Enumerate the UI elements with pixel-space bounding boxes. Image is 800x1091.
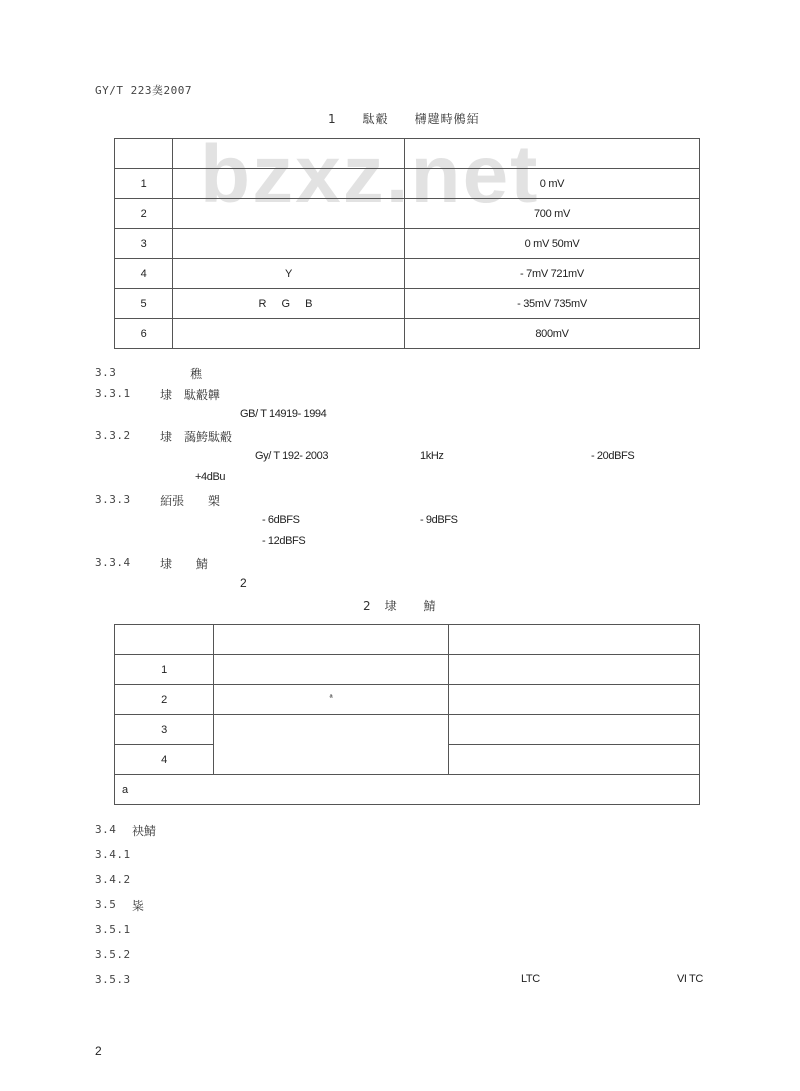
- section-3-3-2-dbu: +4dBu: [195, 471, 226, 483]
- row-item: R G B: [173, 289, 405, 319]
- ltc-label: LTC: [521, 973, 540, 985]
- section-3-3-3-value-2: - 9dBFS: [420, 514, 458, 526]
- section-3-3-1-title: 埭 駄觳韡: [160, 388, 221, 402]
- section-3-3-title: 穛: [190, 367, 203, 381]
- table-row: [115, 259, 700, 289]
- section-3-3-3-value-1: - 6dBFS: [262, 514, 300, 526]
- row-number: 5: [115, 289, 173, 319]
- section-3-3-2-level: - 20dBFS: [591, 450, 635, 462]
- row-col-b: [214, 655, 449, 685]
- section-3-3-3-number: 3.3.3: [95, 493, 131, 506]
- section-3-5-1-number: 3.5.1: [95, 923, 131, 936]
- section-3-5-number: 3.5: [95, 898, 117, 911]
- row-item: [173, 199, 405, 229]
- section-3-3-4-table-ref: 2: [240, 576, 247, 590]
- section-3-5-3-number: 3.5.3: [95, 973, 131, 986]
- table-row: [115, 319, 700, 349]
- table-row: [115, 229, 700, 259]
- row-col-b-merged: [214, 715, 449, 775]
- section-3-3-1-number: 3.3.1: [95, 387, 131, 400]
- section-3-4-1-number: 3.4.1: [95, 848, 131, 861]
- row-value: 800mV: [405, 319, 700, 349]
- row-item: Y: [173, 259, 405, 289]
- section-3-3-3-title: 絔張 槊: [160, 494, 221, 508]
- section-3-3-3-value-3: - 12dBFS: [262, 535, 306, 547]
- row-value: 700 mV: [405, 199, 700, 229]
- table-row: [115, 289, 700, 319]
- table2-footnote-row: [115, 775, 700, 805]
- row-col-c: [449, 655, 700, 685]
- row-number: 4: [115, 259, 173, 289]
- table2-footnote: a: [115, 775, 700, 805]
- section-3-4-number: 3.4: [95, 823, 117, 836]
- table1-header-row: [115, 139, 700, 169]
- table2-header-row: [115, 625, 700, 655]
- section-3-5-2-number: 3.5.2: [95, 948, 131, 961]
- row-number: 3: [115, 715, 214, 745]
- row-col-c: [449, 715, 700, 745]
- watermark: bzxz.net: [200, 129, 540, 220]
- section-3-5-title: 粊: [132, 899, 145, 913]
- row-number: 2: [115, 685, 214, 715]
- row-value: - 7mV 721mV: [405, 259, 700, 289]
- row-number: 4: [115, 745, 214, 775]
- table-row: [115, 685, 700, 715]
- table1-header-cell: [173, 139, 405, 169]
- table2-header-cell: [214, 625, 449, 655]
- section-3-3-2-freq: 1kHz: [420, 450, 444, 462]
- table2-header-cell: [115, 625, 214, 655]
- row-number: 1: [115, 655, 214, 685]
- section-3-3-number: 3.3: [95, 366, 117, 379]
- row-number: 2: [115, 199, 173, 229]
- row-col-c: [449, 745, 700, 775]
- table-row: [115, 199, 700, 229]
- row-number: 1: [115, 169, 173, 199]
- table1: [114, 138, 700, 349]
- row-number: 3: [115, 229, 173, 259]
- row-value: - 35mV 735mV: [405, 289, 700, 319]
- row-item: [173, 229, 405, 259]
- section-3-3-2-ref: Gy/ T 192- 2003: [255, 450, 329, 462]
- page-number: 2: [95, 1044, 102, 1058]
- section-3-3-4-title: 埭 鯖: [160, 557, 209, 571]
- table2: [114, 624, 700, 805]
- table-row: [115, 655, 700, 685]
- row-value: 0 mV 50mV: [405, 229, 700, 259]
- table-row: [115, 169, 700, 199]
- vitc-label: VI TC: [677, 973, 703, 985]
- table2-header-cell: [449, 625, 700, 655]
- table-row: [115, 715, 700, 745]
- table1-header-cell: [405, 139, 700, 169]
- row-number: 6: [115, 319, 173, 349]
- standard-code: GY/T 223䶮2007: [95, 84, 192, 97]
- row-col-b: ª: [214, 685, 449, 715]
- section-3-4-title: 袂鯖: [132, 824, 157, 838]
- row-item: [173, 169, 405, 199]
- section-3-3-2-title: 埭 藹鮬駄觳: [160, 430, 233, 444]
- section-3-4-2-number: 3.4.2: [95, 873, 131, 886]
- table2-caption: 2 埭 鯖: [363, 599, 437, 613]
- row-col-c: [449, 685, 700, 715]
- section-3-3-2-number: 3.3.2: [95, 429, 131, 442]
- section-3-3-4-number: 3.3.4: [95, 556, 131, 569]
- section-3-3-1-ref: GB/ T 14919- 1994: [240, 408, 327, 420]
- table1-caption: 1 駄觳 欂韙畤鵂絔: [328, 112, 480, 126]
- row-item: [173, 319, 405, 349]
- row-value: 0 mV: [405, 169, 700, 199]
- table1-header-cell: [115, 139, 173, 169]
